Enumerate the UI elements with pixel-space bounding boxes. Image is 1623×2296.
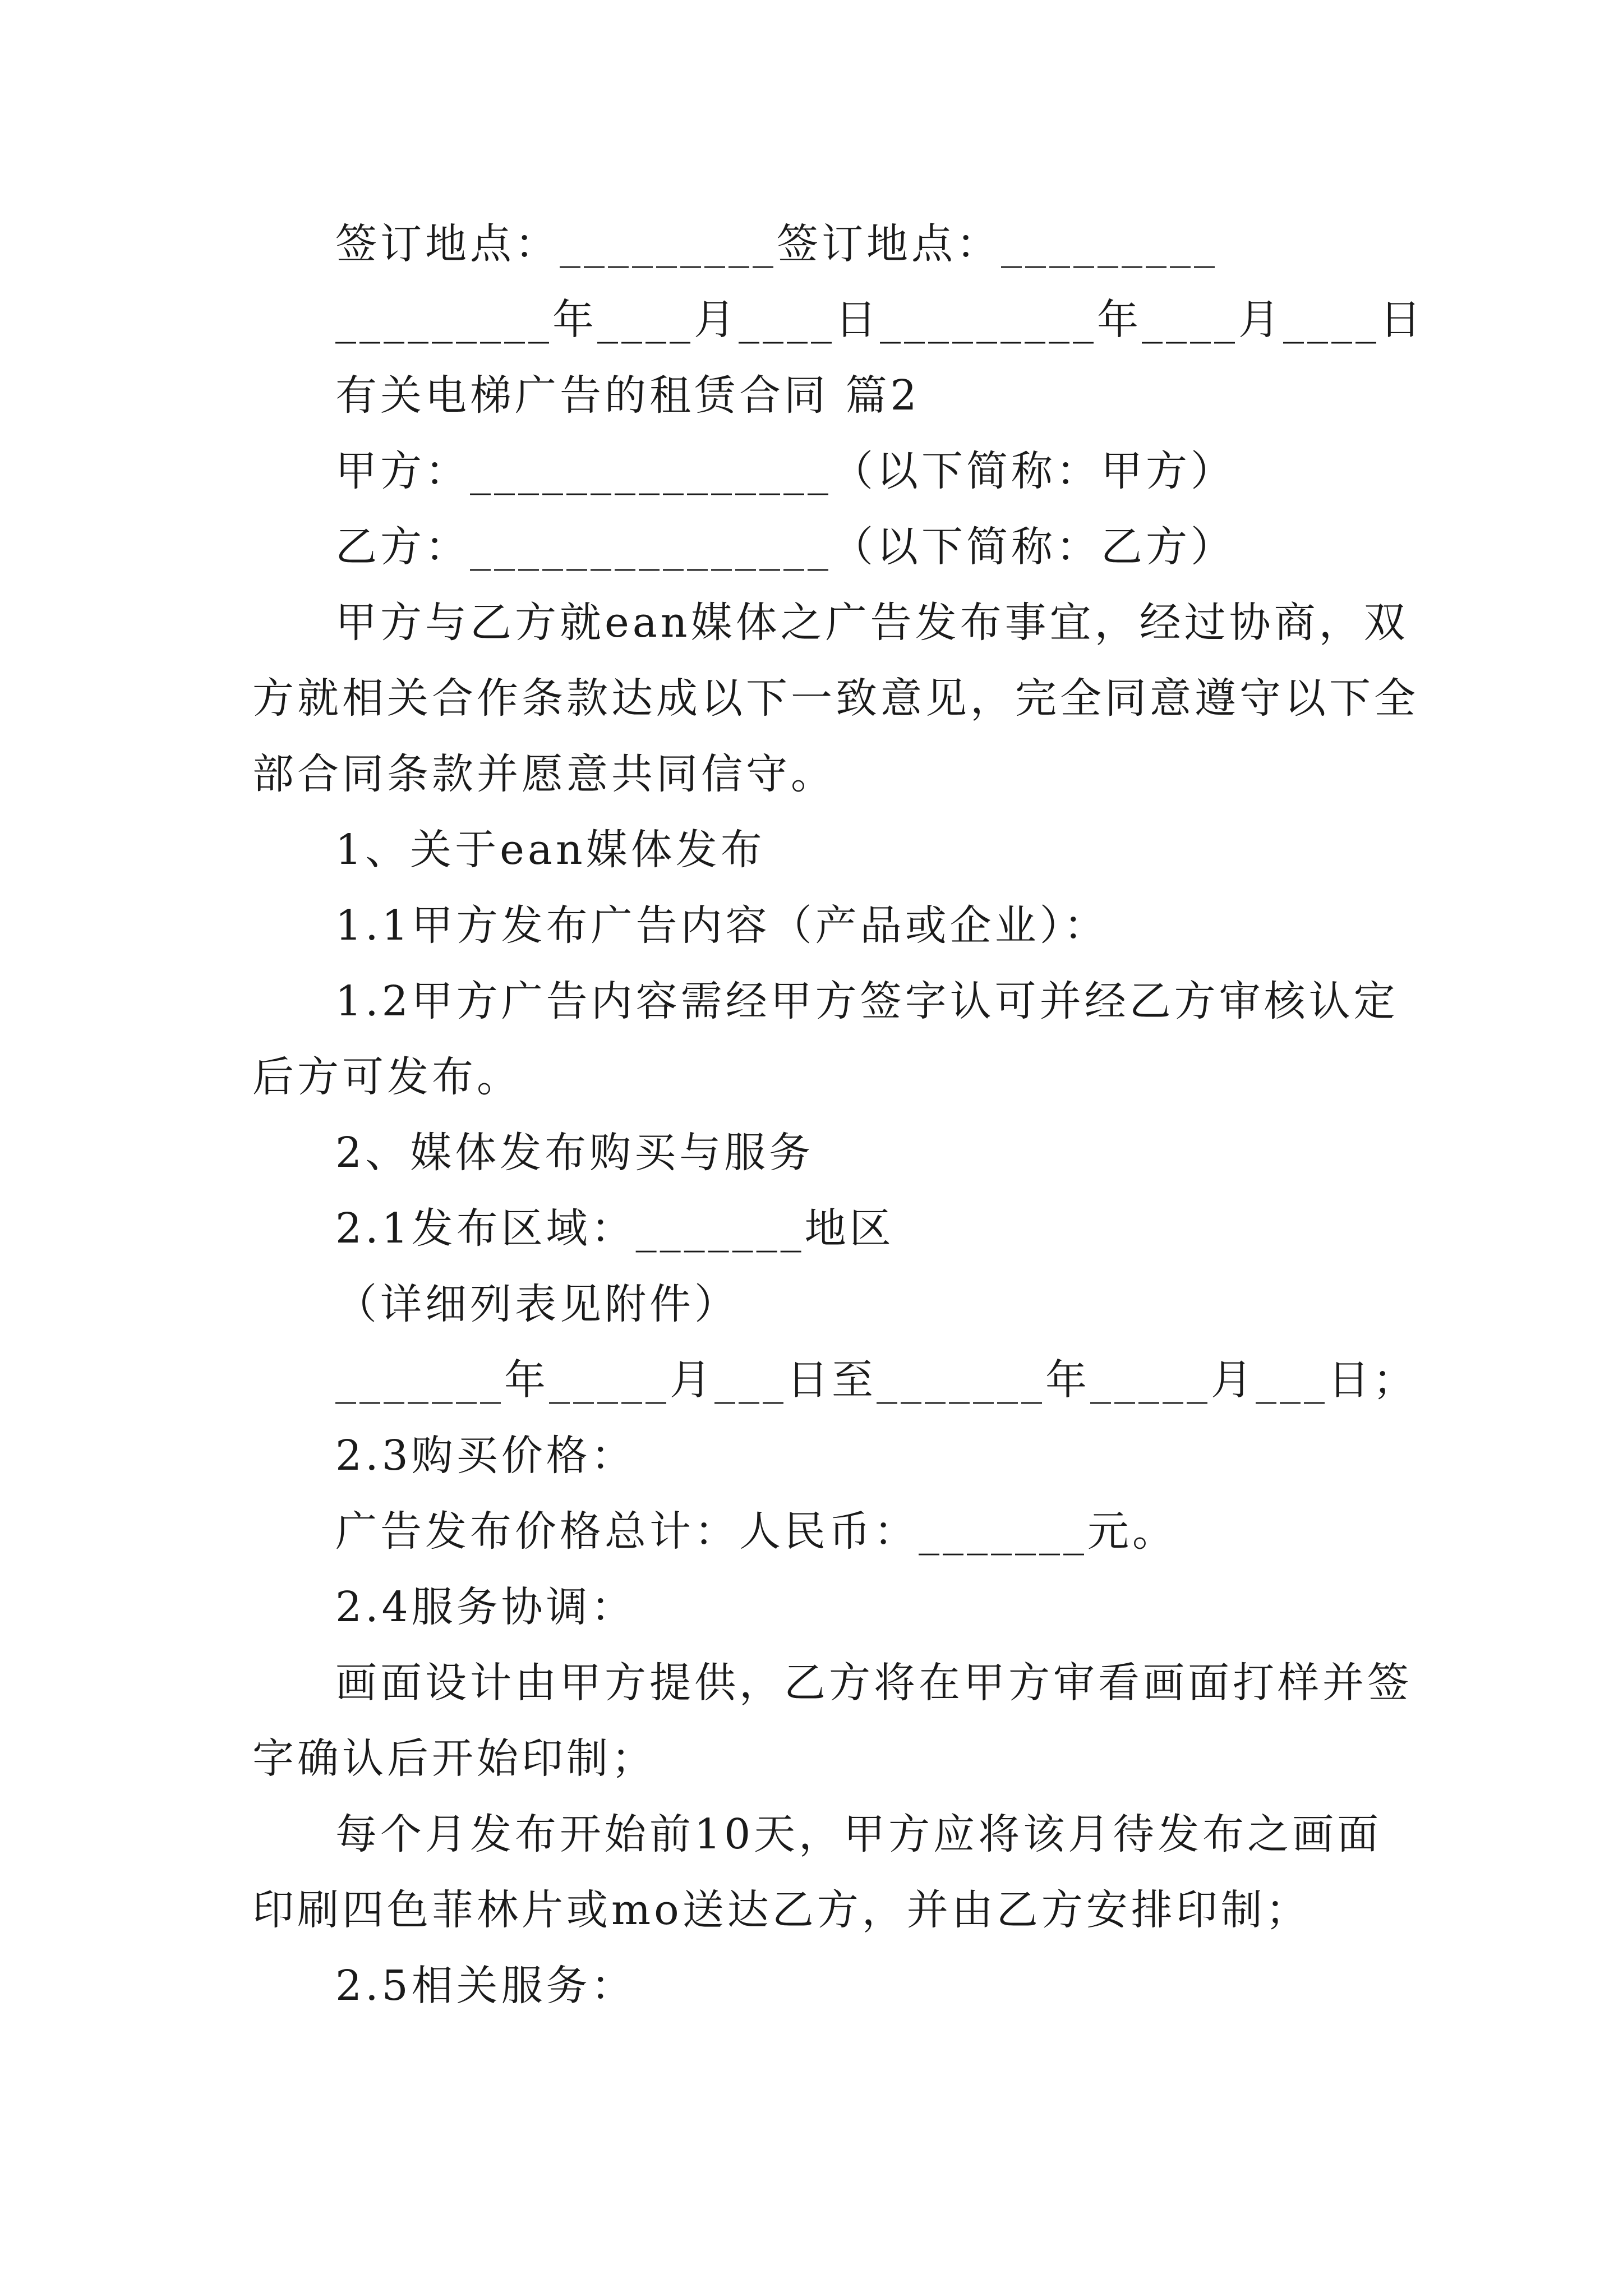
party-a-line: 甲方：_______________（以下简称：甲方） (335, 447, 1235, 495)
price-line: 广告发布价格总计：人民币：_______元。 (335, 1507, 1177, 1556)
clause-line: 2.1发布区域：_______地区 (335, 1204, 895, 1253)
clause-line: 后方可发布。 (252, 1053, 522, 1101)
date-range-line: _______年_____月___日至_______年_____月___日； (335, 1356, 1418, 1404)
paragraph-line: 字确认后开始印制； (252, 1734, 656, 1783)
clause-line: 1.2甲方广告内容需经甲方签字认可并经乙方审核认定 (335, 977, 1399, 1025)
clause-line: 1.1甲方发布广告内容（产品或企业）： (335, 901, 1109, 950)
clause-line: 2.5相关服务： (335, 1962, 636, 2010)
signing-place-line: 签订地点：_________签订地点：_________ (335, 220, 1218, 268)
paragraph-line: 部合同条款并愿意共同信守。 (252, 750, 836, 798)
paragraph-line: 甲方与乙方就ean媒体之广告发布事宜，经过协商，双 (335, 599, 1409, 647)
clause-line: 2.4服务协调： (335, 1583, 636, 1631)
clause-heading: 2、媒体发布购买与服务 (335, 1129, 814, 1177)
paragraph-line: 画面设计由甲方提供，乙方将在甲方审看画面打样并签 (335, 1659, 1412, 1707)
paragraph-line: 每个月发布开始前10天，甲方应将该月待发布之画面 (335, 1810, 1382, 1858)
paragraph-line: 方就相关合作条款达成以下一致意见，完全同意遵守以下全 (252, 674, 1419, 723)
party-b-line: 乙方：_______________（以下简称：乙方） (335, 523, 1235, 571)
date-line: _________年____月____日_________年____月____日 (335, 296, 1424, 344)
paragraph-line: 印刷四色菲林片或mo送达乙方，并由乙方安排印制； (252, 1886, 1311, 1934)
clause-line: （详细列表见附件） (335, 1280, 739, 1328)
clause-heading: 1、关于ean媒体发布 (335, 826, 766, 874)
clause-line: 2.3购买价格： (335, 1432, 636, 1480)
section-title: 有关电梯广告的租赁合同 篇2 (335, 371, 920, 420)
